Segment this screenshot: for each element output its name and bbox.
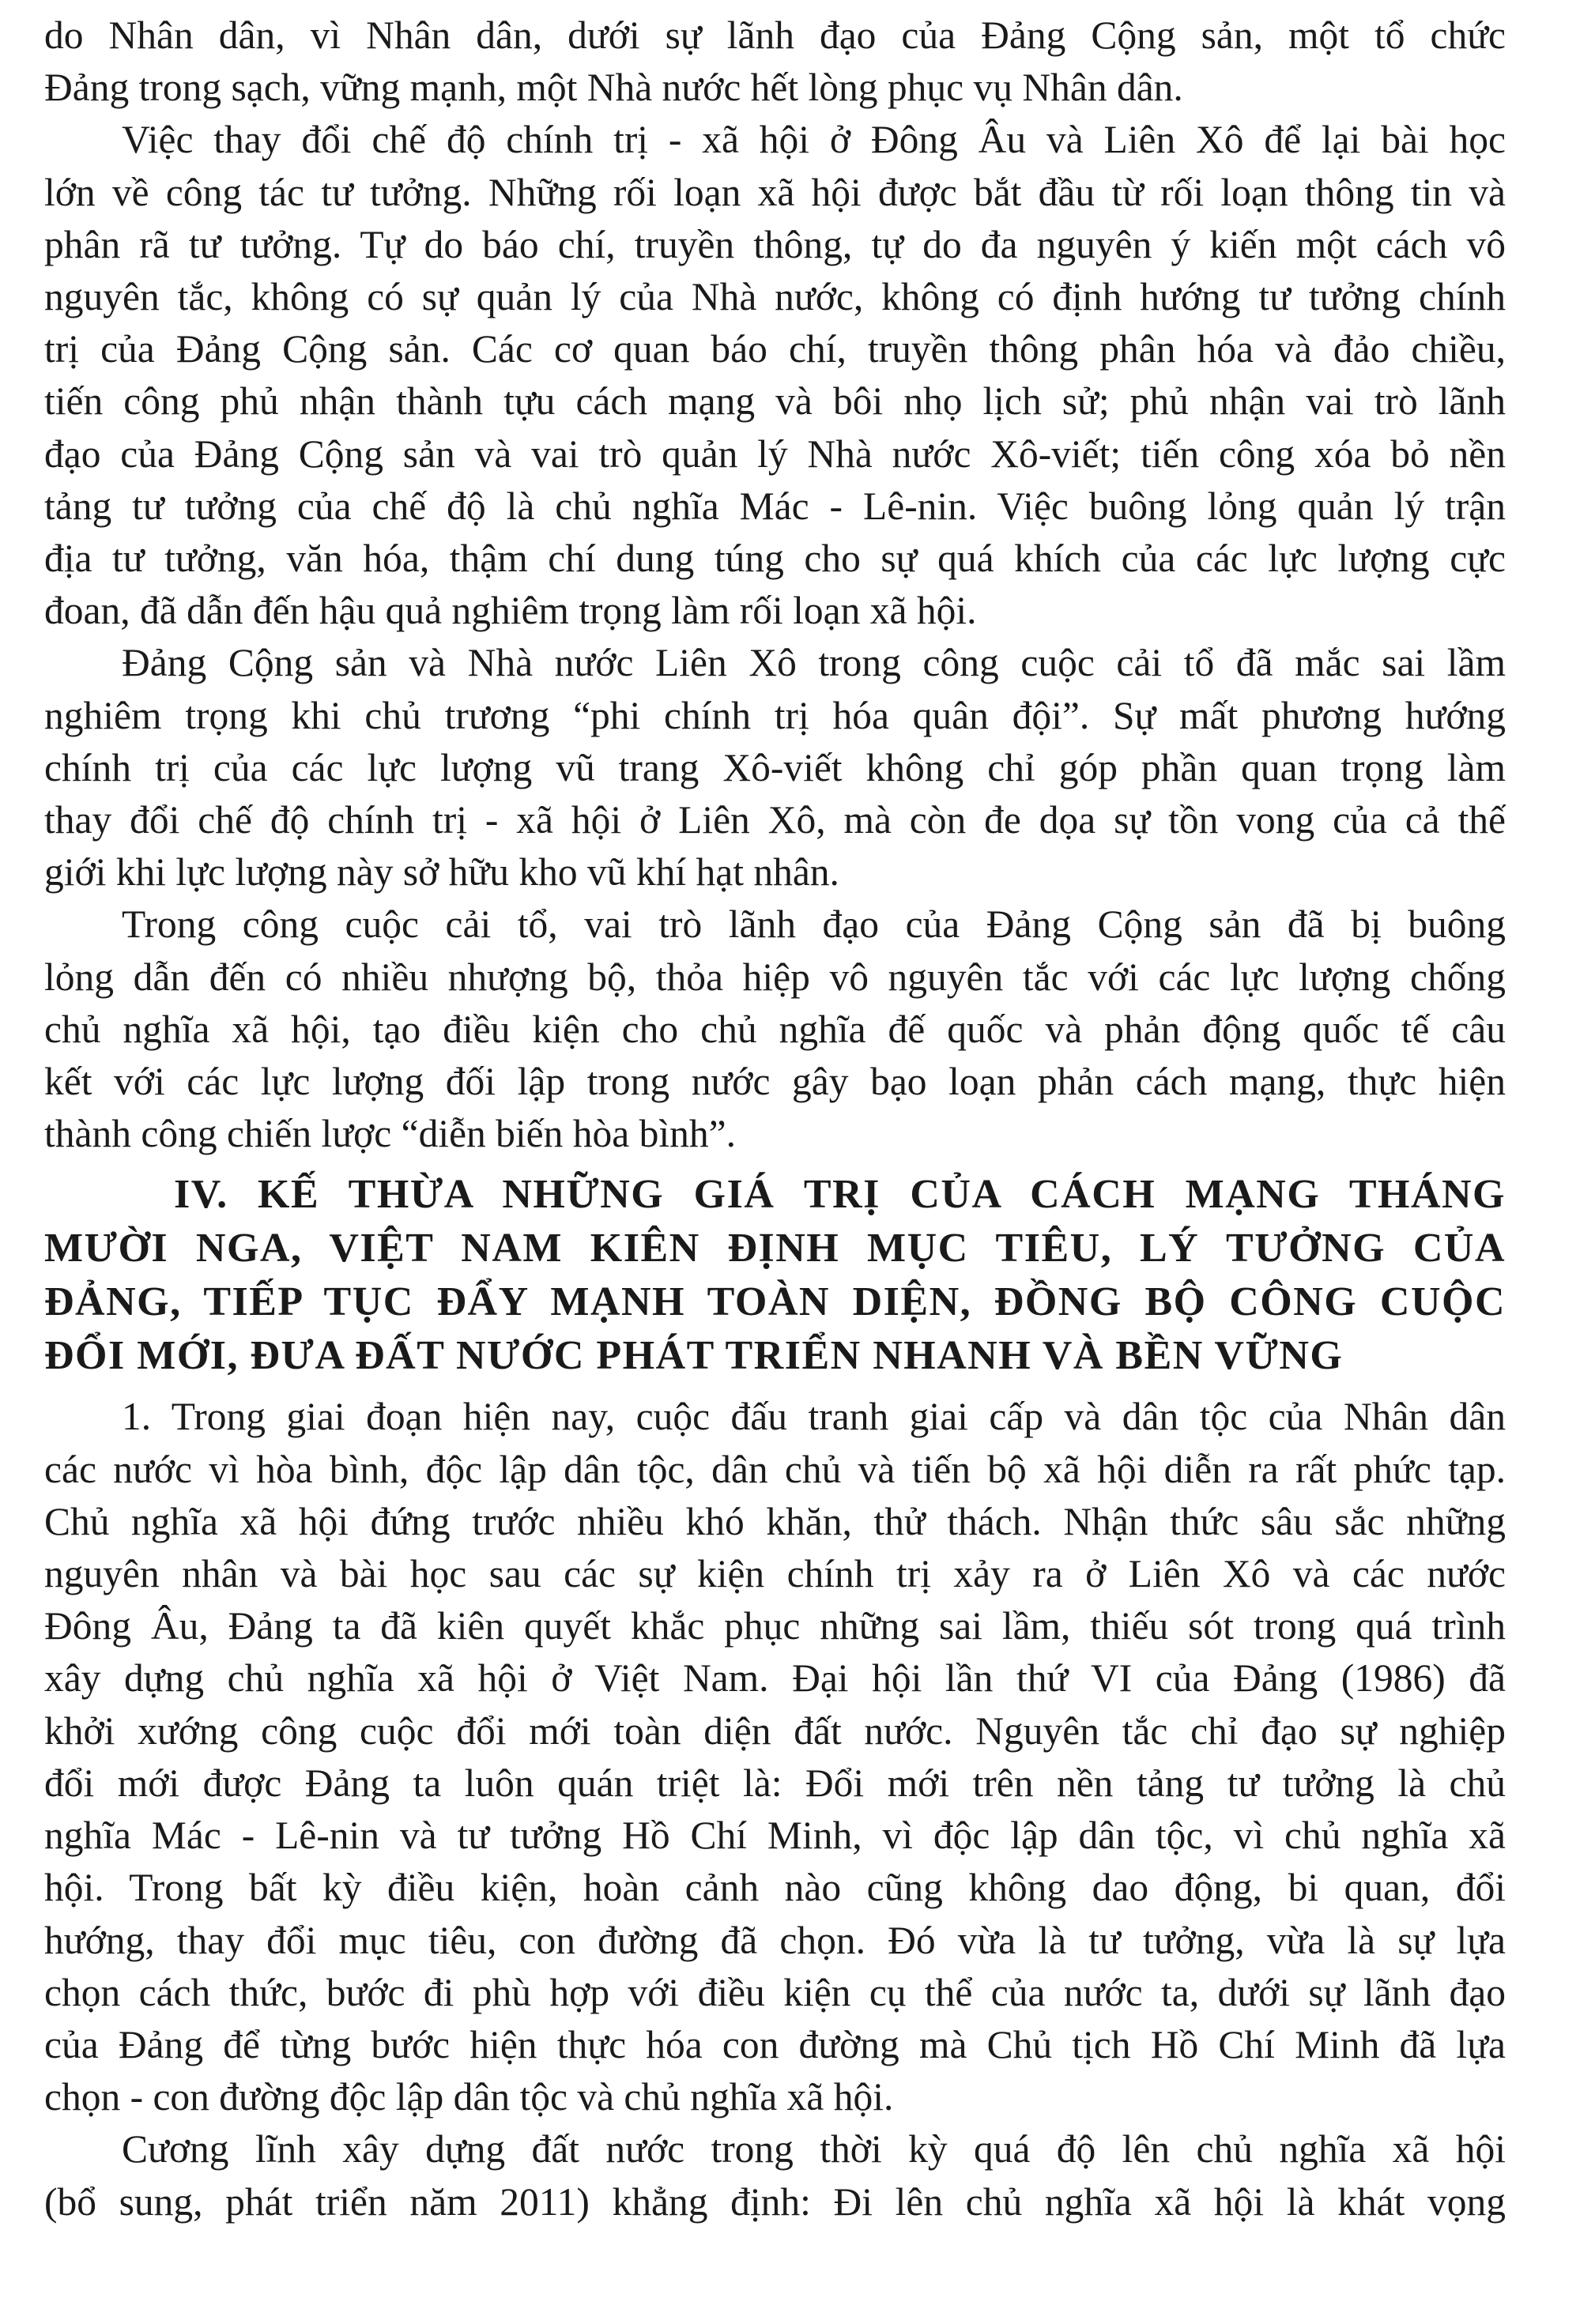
- text-line: chủ nghĩa xã hội, tạo điều kiện cho chủ nghĩa đế quốc và phản động quốc tế câu: [44, 1007, 1506, 1051]
- section-heading: [44, 1168, 1506, 1383]
- spacer: [44, 1160, 1506, 1168]
- paragraph-doi-moi: [44, 1391, 1506, 2123]
- text-line: chọn - con đường độc lập dân tộc và chủ nghĩa xã hội.: [44, 2075, 894, 2119]
- text-line: phân rã tư tưởng. Tự do báo chí, truyền thông, tự do đa nguyên ý kiến một cách vô: [44, 222, 1506, 266]
- text-line: đạo của Đảng Cộng sản và vai trò quản lý Nhà nước Xô-viết; tiến công xóa bỏ nền: [44, 431, 1506, 476]
- text-line: nguyên tắc, không có sự quản lý của Nhà nước, không có định hướng tư tưởng chính: [44, 275, 1506, 319]
- heading-line: MƯỜI NGA, VIỆT NAM KIÊN ĐỊNH MỤC TIÊU, LÝ TƯỞNG CỦA: [44, 1226, 1506, 1271]
- heading-line: IV. KẾ THỪA NHỮNG GIÁ TRỊ CỦA CÁCH MẠNG THÁNG: [174, 1172, 1506, 1218]
- text-line: hội. Trong bất kỳ điều kiện, hoàn cảnh nào cũng không dao động, bi quan, đổi: [44, 1866, 1506, 1910]
- paragraph-party-leadership: [44, 898, 1506, 1160]
- spacer: [44, 1383, 1506, 1391]
- text-line: Trong công cuộc cải tổ, vai trò lãnh đạo của Đảng Cộng sản đã bị buông: [122, 902, 1506, 947]
- text-line: địa tư tưởng, văn hóa, thậm chí dung túng cho sự quá khích của các lực lượng cực: [44, 537, 1506, 581]
- text-line: trị của Đảng Cộng sản. Các cơ quan báo chí, truyền thông phân hóa và đảo chiều,: [44, 327, 1506, 371]
- text-line: nghĩa Mác - Lê-nin và tư tưởng Hồ Chí Minh, vì độc lập dân tộc, vì chủ nghĩa xã: [44, 1814, 1506, 1858]
- text-line: hướng, thay đổi mục tiêu, con đường đã chọn. Đó vừa là tư tưởng, vừa là sự lựa: [44, 1918, 1506, 1962]
- heading-line: ĐẢNG, TIẾP TỤC ĐẨY MẠNH TOÀN DIỆN, ĐỒNG BỘ CÔNG CUỘC: [44, 1279, 1506, 1325]
- text-line: tảng tư tưởng của chế độ là chủ nghĩa Mác - Lê-nin. Việc buông lỏng quản lý trận: [44, 484, 1506, 528]
- text-line: lớn về công tác tư tưởng. Những rối loạn xã hội được bắt đầu từ rối loạn thông tin và: [44, 170, 1506, 214]
- text-line: 1. Trong giai đoạn hiện nay, cuộc đấu tranh giai cấp và dân tộc của Nhân dân: [122, 1395, 1506, 1439]
- text-line: chính trị của các lực lượng vũ trang Xô-viết không chỉ góp phần quan trọng làm: [44, 745, 1506, 789]
- paragraph-army-depoliticization: [44, 637, 1506, 898]
- text-line: thay đổi chế độ chính trị - xã hội ở Liên Xô, mà còn đe dọa sự tồn vong của cả thế: [44, 798, 1506, 842]
- text-line: do Nhân dân, vì Nhân dân, dưới sự lãnh đạo của Đảng Cộng sản, một tổ chức: [44, 13, 1506, 57]
- text-line: Việc thay đổi chế độ chính trị - xã hội ở Đông Âu và Liên Xô để lại bài học: [122, 118, 1506, 162]
- text-line: Cương lĩnh xây dựng đất nước trong thời kỳ quá độ lên chủ nghĩa xã hội: [122, 2127, 1506, 2171]
- text-line: tiến công phủ nhận thành tựu cách mạng và bôi nhọ lịch sử; phủ nhận vai trò lãnh: [44, 379, 1506, 424]
- text-line: xây dựng chủ nghĩa xã hội ở Việt Nam. Đại hội lần thứ VI của Đảng (1986) đã: [44, 1656, 1506, 1701]
- text-line: nghiêm trọng khi chủ trương “phi chính trị hóa quân đội”. Sự mất phương hướng: [44, 693, 1506, 737]
- text-line: đổi mới được Đảng ta luôn quán triệt là: Đổi mới trên nền tảng tư tưởng là chủ: [44, 1761, 1506, 1805]
- text-line: (bổ sung, phát triển năm 2011) khẳng định: Đi lên chủ nghĩa xã hội là khát vọng: [44, 2179, 1506, 2224]
- text-line: các nước vì hòa bình, độc lập dân tộc, dân chủ và tiến bộ xã hội diễn ra rất phức tạp.: [44, 1447, 1506, 1491]
- text-line: thành công chiến lược “diễn biến hòa bình”.: [44, 1112, 736, 1156]
- paragraph-ideology-lesson: [44, 114, 1506, 637]
- text-line: đoan, đã dẫn đến hậu quả nghiêm trọng làm rối loạn xã hội.: [44, 589, 977, 633]
- paragraph-platform-2011: [44, 2123, 1506, 2228]
- paragraph-continuation: [44, 9, 1506, 114]
- text-line: chọn cách thức, bước đi phù hợp với điều kiện cụ thể của nước ta, dưới sự lãnh đạo: [44, 1970, 1506, 2014]
- text-line: kết với các lực lượng đối lập trong nước gây bạo loạn phản cách mạng, thực hiện: [44, 1060, 1506, 1104]
- text-line: Đảng Cộng sản và Nhà nước Liên Xô trong công cuộc cải tổ đã mắc sai lầm: [122, 641, 1506, 685]
- text-line: của Đảng để từng bước hiện thực hóa con đường mà Chủ tịch Hồ Chí Minh đã lựa: [44, 2022, 1506, 2066]
- text-line: nguyên nhân và bài học sau các sự kiện chính trị xảy ra ở Liên Xô và các nước: [44, 1552, 1506, 1596]
- text-line: Đảng trong sạch, vững mạnh, một Nhà nước hết lòng phục vụ Nhân dân.: [44, 66, 1183, 110]
- text-line: lỏng dẫn đến có nhiều nhượng bộ, thỏa hiệp vô nguyên tắc với các lực lượng chống: [44, 955, 1506, 999]
- text-line: giới khi lực lượng này sở hữu kho vũ khí hạt nhân.: [44, 850, 839, 895]
- text-line: Chủ nghĩa xã hội đứng trước nhiều khó khăn, thử thách. Nhận thức sâu sắc những: [44, 1499, 1506, 1543]
- text-line: Đông Âu, Đảng ta đã kiên quyết khắc phục những sai lầm, thiếu sót trong quá trình: [44, 1604, 1506, 1648]
- text-line: khởi xướng công cuộc đổi mới toàn diện đất nước. Nguyên tắc chỉ đạo sự nghiệp: [44, 1708, 1506, 1753]
- heading-line: ĐỔI MỚI, ĐƯA ĐẤT NƯỚC PHÁT TRIỂN NHANH VÀ BỀN VỮNG: [44, 1333, 1344, 1379]
